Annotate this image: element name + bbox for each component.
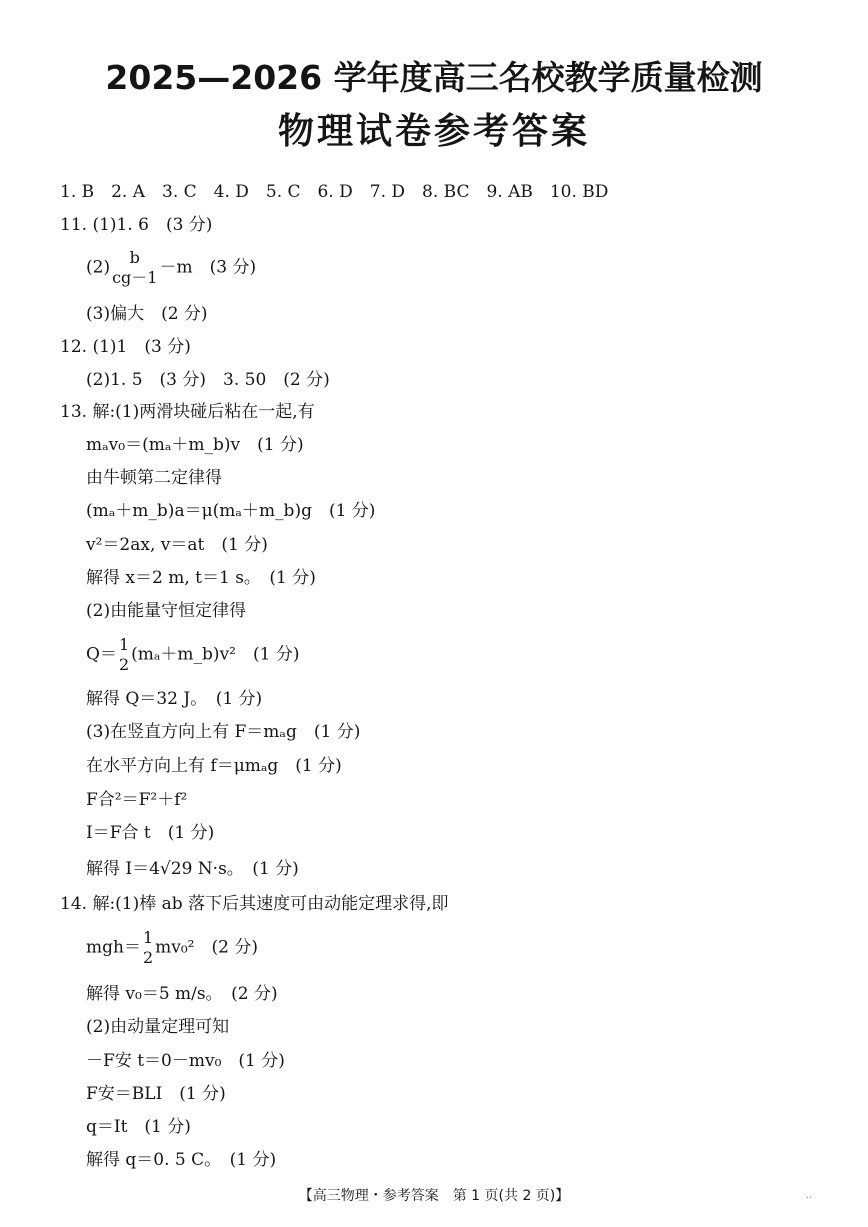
answer-line-11-3: (3)偏大 (2 分)	[86, 304, 208, 324]
answer-line-13-c: (mₐ＋m_b)a＝μ(mₐ＋m_b)g (1 分)	[86, 501, 376, 521]
frac-suffix: mv₀² (2 分)	[155, 937, 258, 958]
fraction-numerator: 1	[142, 928, 154, 947]
answer-line-13-j: 解得 I＝4√29 N·s。 (1 分)	[86, 859, 299, 879]
answer-line-13-g: 在水平方向上有 f＝μmₐg (1 分)	[86, 756, 342, 776]
answer-line-13-d: v²＝2ax, v＝at (1 分)	[86, 535, 268, 555]
fraction	[143, 928, 153, 968]
answer-line-13-2: (2)由能量守恒定律得	[86, 601, 247, 621]
answer-line-mc: 1. B 2. A 3. C 4. D 5. C 6. D 7. D 8. BC 9. AB 10. BD	[60, 182, 609, 202]
frac-prefix: (2)	[86, 257, 111, 278]
answer-line-13-b: 由牛顿第二定律得	[86, 468, 222, 488]
fraction-denominator: 2	[142, 948, 154, 967]
fraction	[112, 248, 157, 288]
page-title: 2025—2026 学年度高三名校教学质量检测	[105, 58, 763, 97]
answer-line-14-c: －F安 t＝0－mv₀ (1 分)	[86, 1051, 285, 1071]
fraction-denominator: 2	[118, 655, 130, 674]
page-footer: 【高三物理・参考答案 第 1 页(共 2 页)】	[298, 1188, 570, 1204]
frac-suffix: (mₐ＋m_b)v² (1 分)	[131, 644, 300, 665]
answer-line-13-q	[86, 635, 299, 675]
frac-suffix: －m (3 分)	[159, 257, 257, 278]
answer-line-14-head: 14. 解:(1)棒 ab 落下后其速度可由动能定理求得,即	[60, 894, 449, 914]
fraction-numerator: b	[129, 248, 140, 267]
answer-line-14-d: F安＝BLI (1 分)	[86, 1084, 226, 1104]
answer-line-14-f: 解得 q＝0. 5 C。 (1 分)	[86, 1150, 277, 1170]
answer-line-12-2: (2)1. 5 (3 分) 3. 50 (2 分)	[86, 370, 330, 390]
corner-mark: ··	[806, 1193, 813, 1204]
answer-line-13-h: F合²＝F²＋f²	[86, 790, 188, 810]
answer-line-14-a	[86, 928, 258, 968]
answer-line-13-head: 13. 解:(1)两滑块碰后粘在一起,有	[60, 402, 315, 422]
answer-line-11-1: 11. (1)1. 6 (3 分)	[60, 215, 213, 235]
answer-line-12-1: 12. (1)1 (3 分)	[60, 337, 191, 357]
fraction	[119, 635, 129, 675]
answer-line-11-2	[86, 248, 256, 288]
answer-line-13-i: I＝F合 t (1 分)	[86, 823, 215, 843]
answer-line-13-3: (3)在竖直方向上有 F＝mₐg (1 分)	[86, 722, 361, 742]
fraction-denominator: cg－1	[112, 268, 158, 287]
answer-line-14-b: 解得 v₀＝5 m/s。 (2 分)	[86, 984, 278, 1004]
answer-line-13-e: 解得 x＝2 m, t＝1 s。 (1 分)	[86, 568, 316, 588]
answer-line-14-2: (2)由动量定理可知	[86, 1017, 230, 1037]
answer-line-13-f: 解得 Q＝32 J。 (1 分)	[86, 689, 263, 709]
answer-line-13-a: mₐv₀＝(mₐ＋m_b)v (1 分)	[86, 435, 304, 455]
frac-prefix: mgh＝	[86, 937, 141, 958]
page-subtitle: 物理试卷参考答案	[277, 111, 590, 152]
frac-prefix: Q＝	[86, 644, 117, 665]
answer-line-14-e: q＝It (1 分)	[86, 1117, 191, 1137]
fraction-numerator: 1	[118, 635, 130, 654]
